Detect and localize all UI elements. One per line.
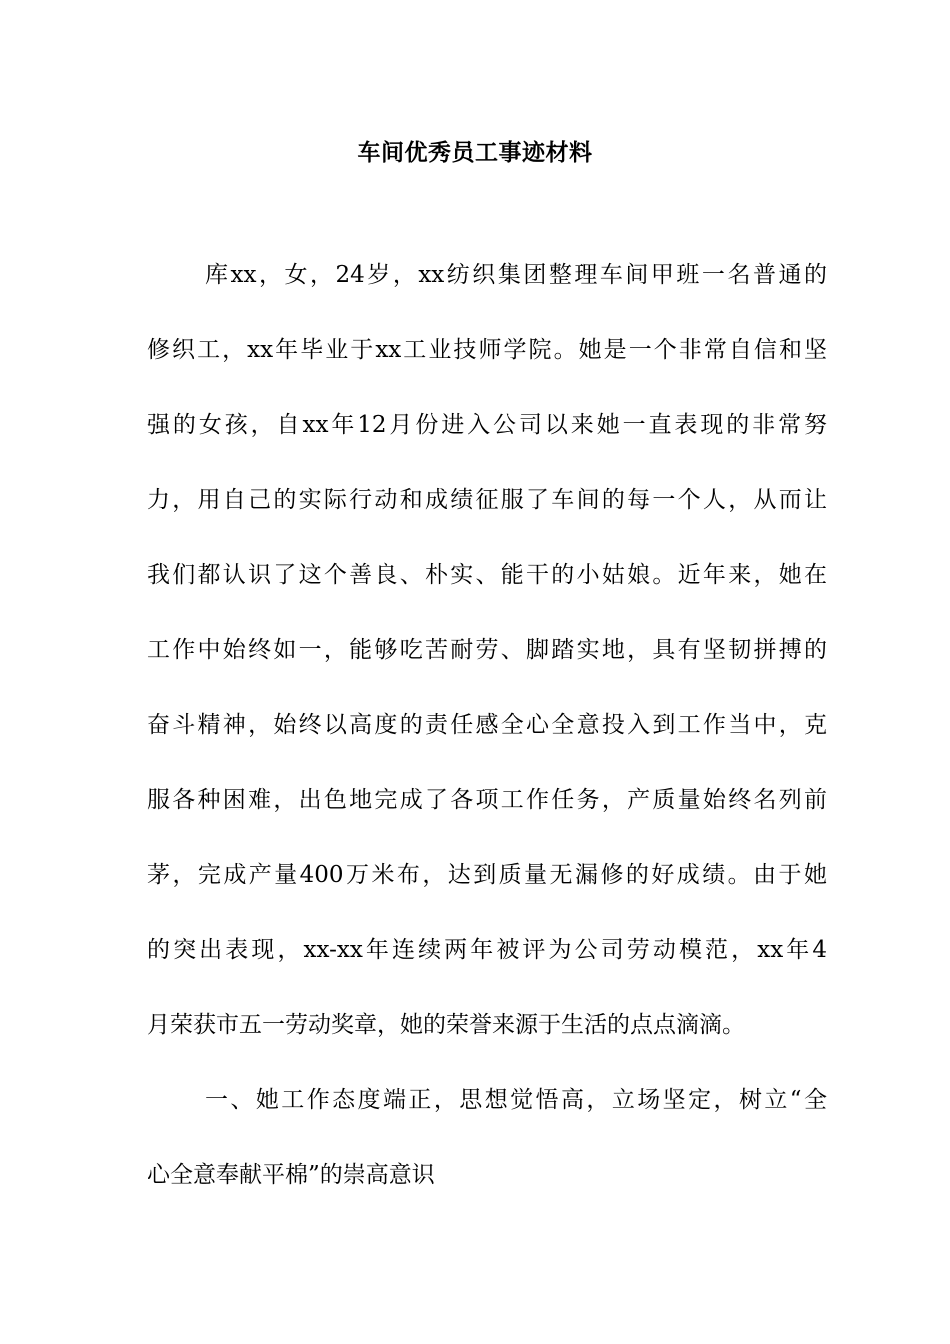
document-title: 车间优秀员工事迹材料 xyxy=(357,140,593,166)
paragraph-line: 修织工，xx年毕业于xx工业技师学院。她是一个非常自信和坚 xyxy=(147,337,827,363)
paragraph-line: 工作中始终如一，能够吃苦耐劳、脚踏实地，具有坚韧拼搏的 xyxy=(147,637,827,663)
paragraph-line: 服各种困难，出色地完成了各项工作任务，产质量始终名列前 xyxy=(147,787,827,813)
paragraph-line: 我们都认识了这个善良、朴实、能干的小姑娘。近年来，她在 xyxy=(147,562,827,588)
paragraph-line: 心全意奉献平棉”的崇高意识 xyxy=(147,1162,435,1188)
paragraph-line: 库xx，女，24岁，xx纺织集团整理车间甲班一名普通的 xyxy=(205,262,827,288)
paragraph-line: 的突出表现，xx-xx年连续两年被评为公司劳动模范，xx年4 xyxy=(147,937,827,963)
paragraph-line: 强的女孩，自xx年12月份进入公司以来她一直表现的非常努 xyxy=(147,412,827,438)
paragraph-line: 一、她工作态度端正，思想觉悟高，立场坚定，树立“全 xyxy=(205,1087,827,1113)
paragraph-line: 奋斗精神，始终以高度的责任感全心全意投入到工作当中，克 xyxy=(147,712,827,738)
paragraph-line: 力，用自己的实际行动和成绩征服了车间的每一个人，从而让 xyxy=(147,487,827,513)
paragraph-line: 茅，完成产量400万米布，达到质量无漏修的好成绩。由于她 xyxy=(147,862,827,888)
paragraph-line: 月荣获市五一劳动奖章，她的荣誉来源于生活的点点滴滴。 xyxy=(147,1012,745,1038)
